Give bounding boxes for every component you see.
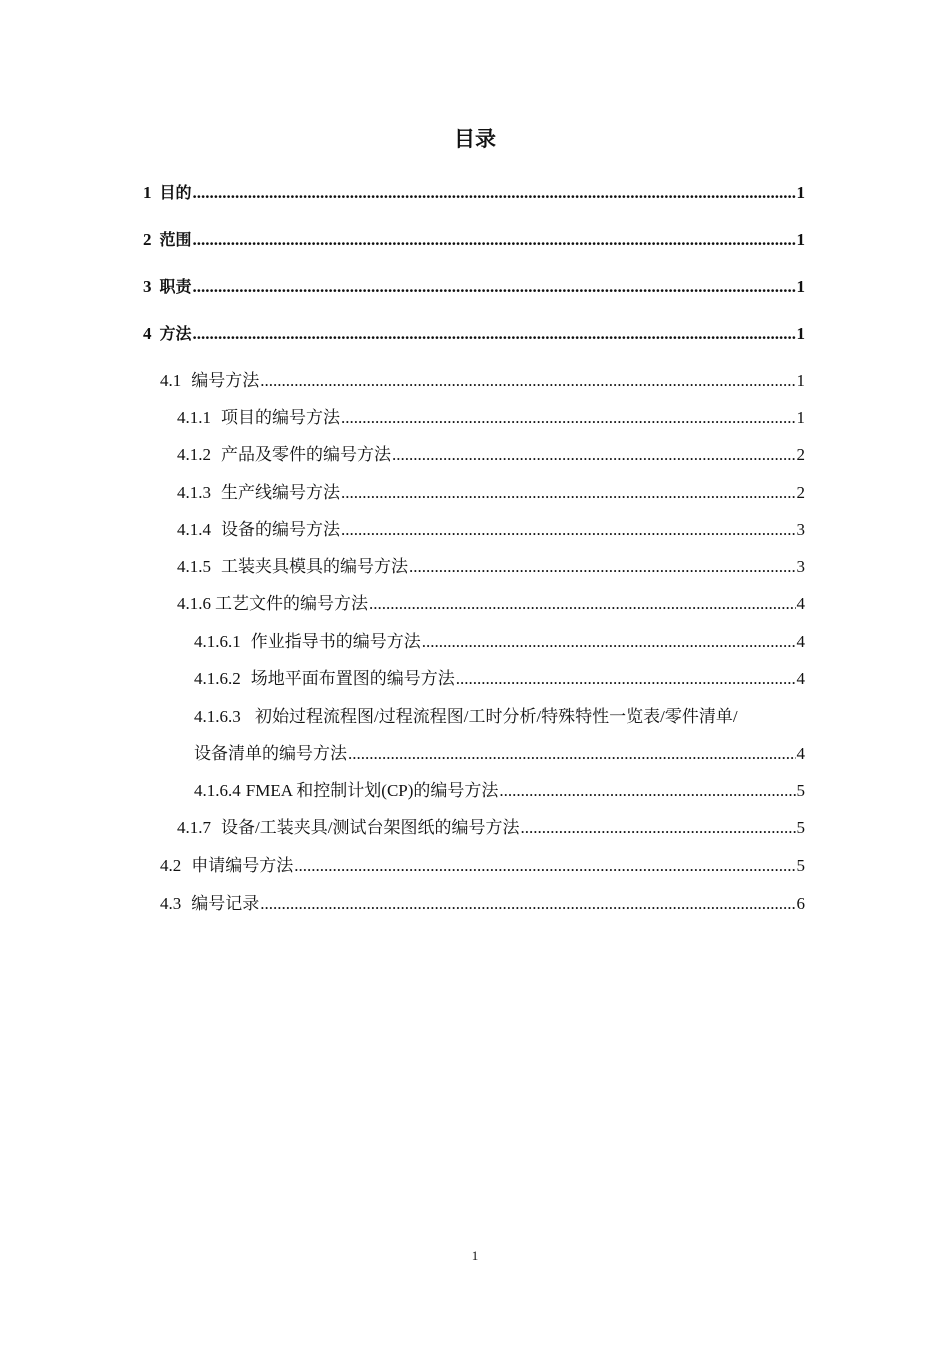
toc-entry-4-1-6-2[interactable] [194, 666, 805, 692]
toc-number: 4.1 [160, 371, 182, 390]
toc-leader [422, 629, 796, 655]
toc-leader [193, 227, 796, 253]
toc-label: 设备/工装夹具/测试台架图纸的编号方法 [221, 818, 520, 837]
toc-page-number: 4 [796, 669, 805, 688]
toc-page-number: 4 [796, 594, 805, 613]
toc-page-number: 5 [796, 856, 805, 875]
toc-leader [260, 368, 795, 394]
toc-page-number: 1 [796, 183, 805, 202]
toc-page-number: 1 [796, 277, 805, 296]
toc-leader [260, 891, 795, 917]
toc-number: 2 [143, 230, 152, 249]
toc-entry-4-1-2[interactable] [177, 442, 805, 468]
toc-leader [341, 517, 796, 543]
toc-label: 方法 [159, 324, 192, 343]
toc-label-continued: 设备清单的编号方法 [194, 744, 347, 763]
toc-label: 范围 [159, 230, 192, 249]
toc-entry-1[interactable] [143, 180, 805, 206]
toc-entry-4-1[interactable] [160, 368, 805, 394]
toc-number: 4.1.6.4 [194, 781, 241, 800]
toc-number: 4.3 [160, 894, 182, 913]
toc-number: 4.1.6.1 [194, 632, 241, 651]
toc-label: 目的 [159, 183, 192, 202]
toc-entry-4-1-6[interactable] [177, 591, 805, 617]
toc-page-number: 1 [796, 371, 805, 390]
toc-entry-4-1-3[interactable] [177, 480, 805, 506]
toc-label: FMEA 和控制计划(CP)的编号方法 [245, 781, 499, 800]
toc-leader [193, 321, 796, 347]
toc-page-number: 4 [796, 744, 805, 763]
toc-number: 1 [143, 183, 152, 202]
toc-entry-4-1-6-4[interactable] [194, 778, 805, 804]
toc-page-number: 6 [796, 894, 805, 913]
toc-entry-2[interactable] [143, 227, 805, 253]
toc-number: 4.1.1 [177, 408, 211, 427]
toc-leader [456, 666, 796, 692]
toc-entry-4-1-7[interactable] [177, 815, 805, 841]
toc-label: 设备的编号方法 [221, 520, 340, 539]
toc-entry-4[interactable] [143, 321, 805, 347]
toc-leader [348, 741, 796, 767]
page-title: 目录 [454, 127, 496, 151]
toc-leader [499, 778, 795, 804]
toc-label: 职责 [159, 277, 192, 296]
toc-leader [520, 815, 795, 841]
toc-label: 编号记录 [191, 894, 260, 913]
toc-number: 4.1.6.2 [194, 669, 241, 688]
toc-leader [341, 405, 796, 431]
toc-leader [369, 591, 796, 617]
toc-page-number: 5 [796, 781, 805, 800]
toc-label: 场地平面布置图的编号方法 [250, 669, 455, 688]
toc-number: 3 [143, 277, 152, 296]
toc-label: 产品及零件的编号方法 [221, 445, 391, 464]
toc-entry-3[interactable] [143, 274, 805, 300]
toc-entry-4-1-5[interactable] [177, 554, 805, 580]
toc-number: 4.1.4 [177, 520, 211, 539]
toc-number: 4.2 [160, 856, 182, 875]
toc-label: 生产线编号方法 [221, 483, 340, 502]
toc-label: 申请编号方法 [191, 856, 294, 875]
toc-page-number: 1 [796, 408, 805, 427]
toc-entry-4-1-6-3-line2[interactable] [194, 741, 805, 767]
toc-leader [193, 180, 796, 206]
toc-entry-4-3[interactable] [160, 891, 805, 917]
toc-page-number: 5 [796, 818, 805, 837]
toc-label: 初始过程流程图/过程流程图/工时分析/特殊特性一览表/零件清单/ [255, 707, 738, 726]
toc-page-number: 3 [796, 520, 805, 539]
toc-leader [193, 274, 796, 300]
toc-label: 项目的编号方法 [221, 408, 340, 427]
toc-page-number: 2 [796, 445, 805, 464]
toc-leader [409, 554, 796, 580]
toc-label: 作业指导书的编号方法 [250, 632, 421, 651]
toc-leader [294, 853, 795, 879]
toc-number: 4.1.2 [177, 445, 211, 464]
toc-number: 4.1.5 [177, 557, 211, 576]
toc-entry-4-2[interactable] [160, 853, 805, 879]
toc-leader [341, 480, 796, 506]
toc-label: 编号方法 [191, 371, 260, 390]
footer-page-number: 1 [471, 1248, 479, 1263]
toc-page-number: 4 [796, 632, 805, 651]
toc-entry-4-1-1[interactable] [177, 405, 805, 431]
toc-number: 4.1.3 [177, 483, 211, 502]
toc-entry-4-1-4[interactable] [177, 517, 805, 543]
toc-page-number: 1 [796, 324, 805, 343]
toc-number: 4.1.7 [177, 818, 211, 837]
toc-label: 工艺文件的编号方法 [215, 594, 368, 613]
toc-page-number: 2 [796, 483, 805, 502]
toc-leader [392, 442, 796, 468]
toc-number: 4.1.6 [177, 594, 211, 613]
toc-page-number: 1 [796, 230, 805, 249]
toc-entry-4-1-6-3-line1[interactable] [194, 704, 738, 730]
toc-number: 4.1.6.3 [194, 707, 241, 726]
toc-label: 工装夹具模具的编号方法 [221, 557, 408, 576]
toc-number: 4 [143, 324, 152, 343]
toc-page-number: 3 [796, 557, 805, 576]
toc-entry-4-1-6-1[interactable] [194, 629, 805, 655]
